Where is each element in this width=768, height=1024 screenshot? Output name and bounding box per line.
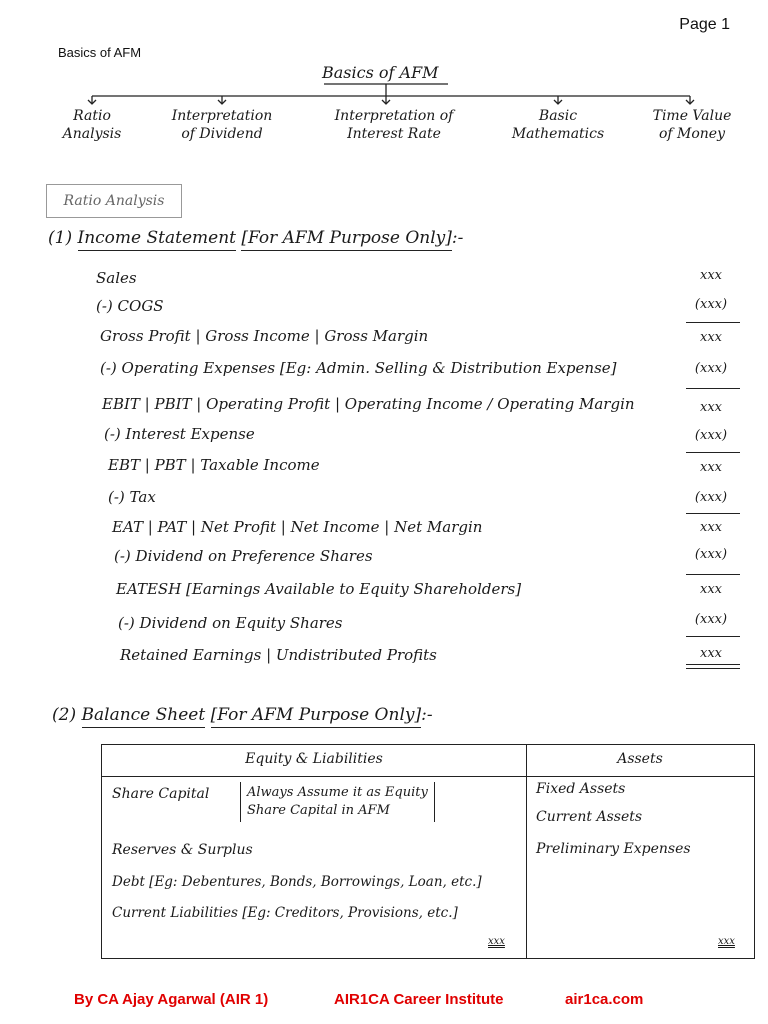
is-row-label: EAT | PAT | Net Profit | Net Income | Net Margin: [112, 518, 483, 536]
heading-bracket-note: [For AFM Purpose Only]: [241, 228, 452, 251]
is-row-label: Gross Profit | Gross Income | Gross Margin: [100, 327, 429, 345]
asset-item: Current Assets: [536, 809, 643, 825]
equity-liabilities-header: Equity & Liabilities: [245, 751, 383, 767]
heading-title: Balance Sheet: [82, 705, 206, 728]
liabilities-total: xxx: [488, 936, 505, 947]
share-capital-label: Share Capital: [112, 786, 210, 802]
heading-suffix: :-: [421, 705, 433, 725]
is-row-amount: (xxx): [694, 361, 728, 376]
is-row-amount: xxx: [700, 582, 722, 597]
subtotal-rule: [686, 636, 740, 637]
tree-branch-interpretation-dividend: [150, 107, 294, 143]
assets-header: Assets: [617, 751, 663, 767]
heading-suffix: :-: [451, 228, 464, 248]
branch-line-2: of Dividend: [181, 126, 263, 142]
final-total-rule: [686, 668, 740, 669]
branch-line-1: Ratio: [73, 108, 111, 124]
liability-item: Debt [Eg: Debentures, Bonds, Borrowings, Loan, etc.]: [112, 874, 482, 890]
liability-item: Current Liabilities [Eg: Creditors, Provisions, etc.]: [112, 905, 458, 921]
footer-institute: AIR1CA Career Institute: [334, 991, 504, 1008]
heading-number: (1): [48, 228, 73, 248]
is-row-amount: xxx: [700, 400, 722, 415]
heading-bracket-note: [For AFM Purpose Only]: [211, 705, 422, 728]
assets-total: xxx: [718, 936, 735, 947]
share-capital-note: [240, 782, 435, 822]
is-row-amount: (xxx): [694, 297, 728, 312]
section-box-ratio-analysis: Ratio Analysis: [46, 184, 182, 218]
footer-author: By CA Ajay Agarwal (AIR 1): [74, 991, 269, 1008]
document-header-title: Basics of AFM: [58, 45, 142, 60]
final-total-rule: [686, 664, 740, 665]
is-row-label: (-) COGS: [96, 297, 164, 315]
subtotal-rule: [686, 388, 740, 389]
is-row-label: (-) Dividend on Equity Shares: [118, 614, 343, 632]
is-row-amount: (xxx): [694, 612, 728, 627]
branch-line-2: Interest Rate: [347, 126, 441, 142]
is-row-label: Retained Earnings | Undistributed Profits: [120, 646, 437, 664]
topic-tree-connectors: [0, 0, 768, 180]
heading-title: Income Statement: [78, 228, 236, 251]
tree-branch-basic-mathematics: [500, 107, 616, 143]
is-row-label: EBIT | PBIT | Operating Profit | Operating Income / Operating Margin: [102, 395, 635, 413]
is-row-amount: xxx: [700, 460, 722, 475]
subtotal-rule: [686, 513, 740, 514]
is-row-label: (-) Operating Expenses [Eg: Admin. Selling & Distribution Expense]: [100, 359, 617, 377]
liability-item: Reserves & Surplus: [112, 842, 253, 858]
tree-branch-ratio-analysis: [48, 107, 136, 143]
subtotal-rule: [686, 452, 740, 453]
is-row-label: (-) Interest Expense: [104, 425, 255, 443]
branch-line-2: of Money: [658, 126, 726, 142]
share-capital-note-line-2: Share Capital in AFM: [247, 803, 390, 818]
branch-line-1: Time Value: [652, 108, 732, 124]
is-row-label: EBT | PBT | Taxable Income: [108, 456, 320, 474]
is-row-amount: xxx: [700, 268, 722, 283]
is-row-amount: (xxx): [694, 490, 728, 505]
is-row-label: (-) Tax: [108, 488, 156, 506]
tree-branch-time-value: [636, 107, 748, 143]
is-row-label: Sales: [96, 269, 137, 287]
share-capital-note-line-1: Always Assume it as Equity: [247, 785, 428, 800]
balance-sheet-table: [101, 744, 755, 959]
footer-website-link[interactable]: air1ca.com: [565, 991, 644, 1008]
asset-item: Preliminary Expenses: [536, 841, 691, 857]
is-row-amount: xxx: [700, 330, 722, 345]
branch-line-2: Analysis: [62, 126, 122, 142]
page-number: Page 1: [679, 16, 730, 33]
branch-line-2: Mathematics: [511, 126, 605, 142]
is-row-amount: (xxx): [694, 428, 728, 443]
subtotal-rule: [686, 322, 740, 323]
heading-number: (2): [52, 705, 77, 725]
asset-item: Fixed Assets: [536, 781, 626, 797]
branch-line-1: Basic: [538, 108, 578, 124]
is-row-label: EATESH [Earnings Available to Equity Shareholders]: [116, 580, 522, 598]
is-row-amount: xxx: [700, 520, 722, 535]
is-row-amount: (xxx): [694, 547, 728, 562]
table-header-divider: [102, 776, 754, 777]
is-row-label: (-) Dividend on Preference Shares: [114, 547, 373, 565]
subtotal-rule: [686, 574, 740, 575]
is-row-amount: xxx: [700, 646, 722, 661]
balance-sheet-heading: [52, 705, 433, 725]
tree-root-title: Basics of AFM: [322, 63, 439, 82]
branch-line-1: Interpretation of: [334, 108, 454, 124]
branch-line-1: Interpretation: [171, 108, 273, 124]
income-statement-heading: [48, 228, 463, 248]
tree-branch-interpretation-interest: [316, 107, 472, 143]
